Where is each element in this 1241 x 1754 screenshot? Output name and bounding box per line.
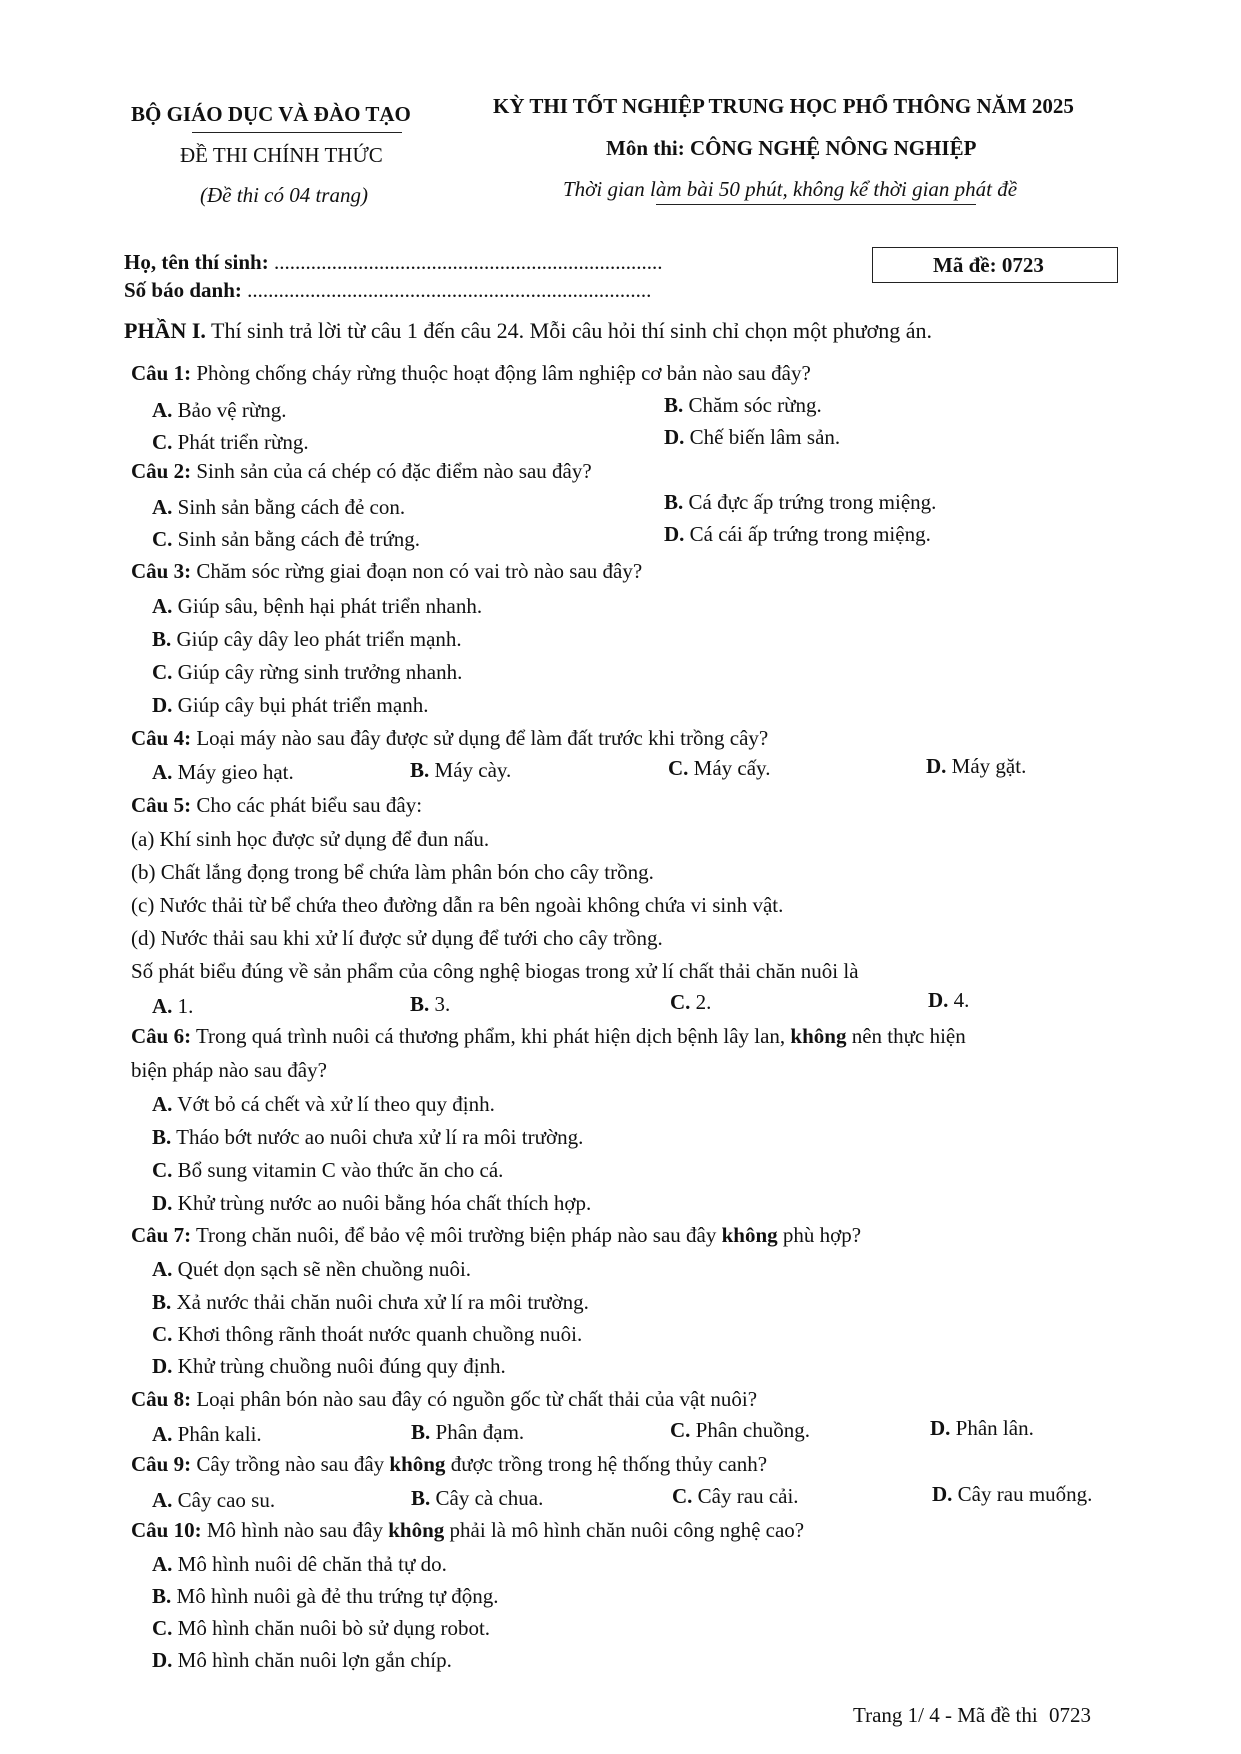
option-key: B. xyxy=(664,393,684,417)
exam-code xyxy=(933,255,1044,276)
question-4 xyxy=(131,728,768,749)
q3-option-b xyxy=(152,629,462,650)
q6-option-b xyxy=(152,1127,583,1148)
q5-statement-b: (b) Chất lắng đọng trong bể chứa làm phân bón cho cây trồng. xyxy=(131,860,654,884)
option-text: Máy gặt. xyxy=(951,754,1027,778)
option-key: D. xyxy=(926,754,947,778)
subject-label: Môn thi: xyxy=(606,136,685,160)
option-key: B. xyxy=(152,1584,172,1608)
question-text: Trong quá trình nuôi cá thương phẩm, khi phát hiện dịch bệnh lây lan, xyxy=(195,1024,786,1048)
q2-option-b xyxy=(664,492,936,513)
option-text: 4. xyxy=(953,988,970,1012)
option-key: C. xyxy=(670,990,691,1014)
question-label: Câu 8: xyxy=(131,1387,192,1411)
option-key: B. xyxy=(152,1125,172,1149)
option-key: D. xyxy=(930,1416,951,1440)
candidate-id-line xyxy=(124,280,651,301)
q1-option-c xyxy=(152,432,309,453)
pages-note: (Đề thi có 04 trang) xyxy=(200,183,368,207)
option-text: Phân kali. xyxy=(177,1422,262,1446)
q8-option-d xyxy=(930,1418,1034,1439)
option-text: Cây cao su. xyxy=(177,1488,276,1512)
option-text: 3. xyxy=(434,992,451,1016)
q6-option-a xyxy=(152,1094,495,1115)
exam-code-label: Mã đề: xyxy=(933,253,997,277)
option-text: Cây rau muống. xyxy=(957,1482,1093,1506)
exam-title: KỲ THI TỐT NGHIỆP TRUNG HỌC PHỔ THÔNG NĂM 2025 xyxy=(493,94,1074,118)
option-key: D. xyxy=(928,988,949,1012)
option-key: D. xyxy=(152,1354,173,1378)
option-text: Chăm sóc rừng. xyxy=(688,393,822,417)
question-6 xyxy=(131,1026,966,1047)
q5-statement-c: (c) Nước thải từ bể chứa theo đường dẫn ra bên ngoài không chứa vi sinh vật. xyxy=(131,893,784,917)
option-key: B. xyxy=(152,627,172,651)
q6-option-c xyxy=(152,1160,503,1181)
question-text: Trong chăn nuôi, để bảo vệ môi trường biện pháp nào sau đây xyxy=(195,1223,717,1247)
q5-option-b xyxy=(410,994,450,1015)
q2-option-c xyxy=(152,529,420,550)
q10-option-b xyxy=(152,1586,499,1607)
option-text: Mô hình nuôi dê chăn thả tự do. xyxy=(177,1552,447,1576)
option-text: Sinh sản bằng cách đẻ con. xyxy=(177,495,406,519)
option-key: A. xyxy=(152,1488,173,1512)
q9-option-b xyxy=(411,1488,543,1509)
option-key: C. xyxy=(152,1616,173,1640)
question-emphasis: không xyxy=(721,1223,778,1247)
exam-code-box xyxy=(872,247,1118,283)
option-key: A. xyxy=(152,760,173,784)
q5-stem: Số phát biểu đúng về sản phẩm của công nghệ biogas trong xử lí chất thải chăn nuôi là xyxy=(131,959,859,983)
option-text: Mô hình nuôi gà đẻ thu trứng tự động. xyxy=(176,1584,499,1608)
option-text: Vớt bỏ cá chết và xử lí theo quy định. xyxy=(177,1092,495,1116)
candidate-id-label: Số báo danh: xyxy=(124,278,242,302)
q8-option-b xyxy=(411,1422,524,1443)
option-text: Xả nước thải chăn nuôi chưa xử lí ra môi trường. xyxy=(176,1290,589,1314)
option-key: A. xyxy=(152,495,173,519)
option-text: Phân chuồng. xyxy=(695,1418,810,1442)
option-key: A. xyxy=(152,1552,173,1576)
option-key: A. xyxy=(152,994,173,1018)
question-label: Câu 10: xyxy=(131,1518,202,1542)
option-key: C. xyxy=(152,1322,173,1346)
subject-line xyxy=(606,138,976,159)
option-text: Cá cái ấp trứng trong miệng. xyxy=(689,522,931,546)
q3-option-d xyxy=(152,695,428,716)
subject-name: CÔNG NGHỆ NÔNG NGHIỆP xyxy=(690,136,977,160)
time-underline xyxy=(656,204,976,205)
q9-option-c xyxy=(672,1486,799,1507)
option-text: Phát triển rừng. xyxy=(177,430,309,454)
option-key: D. xyxy=(664,522,685,546)
question-text: Cây trồng nào sau đây xyxy=(196,1452,385,1476)
question-label: Câu 1: xyxy=(131,361,192,385)
option-key: C. xyxy=(668,756,689,780)
q3-option-a xyxy=(152,596,482,617)
q4-option-b xyxy=(410,760,511,781)
option-key: D. xyxy=(932,1482,953,1506)
footer-page-label: Trang 1/ 4 - Mã đề thi xyxy=(853,1703,1038,1727)
option-text: Tháo bớt nước ao nuôi chưa xử lí ra môi trường. xyxy=(176,1125,584,1149)
option-text: Khử trùng nước ao nuôi bằng hóa chất thích hợp. xyxy=(177,1191,592,1215)
q10-option-a xyxy=(152,1554,447,1575)
q4-option-a xyxy=(152,762,294,783)
q5-option-d xyxy=(928,990,969,1011)
q9-option-d xyxy=(932,1484,1092,1505)
q5-statement-d: (d) Nước thải sau khi xử lí được sử dụng để tưới cho cây trồng. xyxy=(131,926,663,950)
q7-option-c xyxy=(152,1324,582,1345)
question-text: Loại máy nào sau đây được sử dụng để làm đất trước khi trồng cây? xyxy=(196,726,769,750)
question-5 xyxy=(131,795,422,816)
q2-option-d xyxy=(664,524,931,545)
option-text: Phân lân. xyxy=(955,1416,1034,1440)
ministry-underline xyxy=(192,132,402,133)
question-9 xyxy=(131,1454,767,1475)
q1-option-a xyxy=(152,400,286,421)
question-2 xyxy=(131,461,592,482)
option-text: Máy gieo hạt. xyxy=(177,760,294,784)
question-text: Phòng chống cháy rừng thuộc hoạt động lâm nghiệp cơ bản nào sau đây? xyxy=(196,361,811,385)
question-8 xyxy=(131,1389,757,1410)
option-text: Giúp cây dây leo phát triển mạnh. xyxy=(176,627,462,651)
option-text: Mô hình chăn nuôi lợn gắn chíp. xyxy=(177,1648,452,1672)
part1-label: PHẦN I. xyxy=(124,318,206,343)
question-label: Câu 3: xyxy=(131,559,192,583)
part1-instruction xyxy=(124,320,932,342)
q7-option-a xyxy=(152,1259,471,1280)
q10-option-d xyxy=(152,1650,452,1671)
question-text: phù hợp? xyxy=(782,1223,862,1247)
option-text: Phân đạm. xyxy=(435,1420,525,1444)
question-text: Cho các phát biểu sau đây: xyxy=(196,793,423,817)
question-emphasis: không xyxy=(389,1452,446,1476)
option-text: Giúp cây rừng sinh trưởng nhanh. xyxy=(177,660,463,684)
q7-option-d xyxy=(152,1356,506,1377)
q10-option-c xyxy=(152,1618,490,1639)
question-text: nên thực hiện xyxy=(851,1024,966,1048)
option-text: Sinh sản bằng cách đẻ trứng. xyxy=(177,527,420,551)
option-text: Chế biến lâm sản. xyxy=(689,425,841,449)
q1-option-b xyxy=(664,395,822,416)
option-text: Mô hình chăn nuôi bò sử dụng robot. xyxy=(177,1616,491,1640)
official-label: ĐỀ THI CHÍNH THỨC xyxy=(180,143,383,167)
page-footer xyxy=(853,1705,1091,1726)
option-key: A. xyxy=(152,1257,173,1281)
option-key: A. xyxy=(152,398,173,422)
q6-option-d xyxy=(152,1193,591,1214)
q5-option-c xyxy=(670,992,711,1013)
question-emphasis: không xyxy=(790,1024,847,1048)
option-text: Quét dọn sạch sẽ nền chuồng nuôi. xyxy=(177,1257,472,1281)
q5-option-a xyxy=(152,996,193,1017)
question-7 xyxy=(131,1225,861,1246)
question-label: Câu 4: xyxy=(131,726,192,750)
q3-option-c xyxy=(152,662,462,683)
option-text: Cá đực ấp trứng trong miệng. xyxy=(688,490,937,514)
q1-option-d xyxy=(664,427,840,448)
option-text: Máy cày. xyxy=(434,758,512,782)
option-key: C. xyxy=(152,1158,173,1182)
option-key: D. xyxy=(152,1648,173,1672)
footer-code: 0723 xyxy=(1048,1703,1091,1727)
option-key: B. xyxy=(152,1290,172,1314)
option-text: 2. xyxy=(695,990,712,1014)
question-text: Loại phân bón nào sau đây có nguồn gốc từ chất thải của vật nuôi? xyxy=(196,1387,758,1411)
question-label: Câu 7: xyxy=(131,1223,192,1247)
candidate-name-dots: .......................................................................... xyxy=(273,250,663,274)
option-key: A. xyxy=(152,1092,173,1116)
question-emphasis: không xyxy=(388,1518,445,1542)
exam-code-value: 0723 xyxy=(1001,253,1044,277)
question-3 xyxy=(131,561,642,582)
option-key: B. xyxy=(664,490,684,514)
option-key: B. xyxy=(411,1486,431,1510)
option-key: B. xyxy=(410,992,430,1016)
option-text: Khơi thông rãnh thoát nước quanh chuồng nuôi. xyxy=(177,1322,583,1346)
option-text: Bổ sung vitamin C vào thức ăn cho cá. xyxy=(177,1158,504,1182)
question-6-line2: biện pháp nào sau đây? xyxy=(131,1058,327,1082)
question-label: Câu 6: xyxy=(131,1024,192,1048)
q4-option-d xyxy=(926,756,1026,777)
option-key: B. xyxy=(411,1420,431,1444)
question-label: Câu 5: xyxy=(131,793,192,817)
candidate-name-label: Họ, tên thí sinh: xyxy=(124,250,269,274)
option-text: Giúp sâu, bệnh hại phát triển nhanh. xyxy=(177,594,483,618)
option-text: Giúp cây bụi phát triển mạnh. xyxy=(177,693,429,717)
option-key: D. xyxy=(664,425,685,449)
part1-text: Thí sinh trả lời từ câu 1 đến câu 24. Mỗi câu hỏi thí sinh chỉ chọn một phương án. xyxy=(211,318,933,343)
question-text: Sinh sản của cá chép có đặc điểm nào sau đây? xyxy=(196,459,592,483)
question-text: Chăm sóc rừng giai đoạn non có vai trò nào sau đây? xyxy=(196,559,643,583)
option-key: D. xyxy=(152,1191,173,1215)
option-key: A. xyxy=(152,1422,173,1446)
q2-option-a xyxy=(152,497,405,518)
option-key: D. xyxy=(152,693,173,717)
option-key: C. xyxy=(152,527,173,551)
q7-option-b xyxy=(152,1292,589,1313)
time-note: Thời gian làm bài 50 phút, không kể thời gian phát đề xyxy=(563,177,1018,201)
question-label: Câu 2: xyxy=(131,459,192,483)
q9-option-a xyxy=(152,1490,275,1511)
option-key: B. xyxy=(410,758,430,782)
option-text: Bảo vệ rừng. xyxy=(177,398,287,422)
option-text: Cây cà chua. xyxy=(435,1486,544,1510)
option-text: 1. xyxy=(177,994,194,1018)
q8-option-c xyxy=(670,1420,810,1441)
option-key: C. xyxy=(670,1418,691,1442)
option-key: C. xyxy=(152,430,173,454)
ministry-name: BỘ GIÁO DỤC VÀ ĐÀO TẠO xyxy=(131,102,411,126)
option-text: Khử trùng chuồng nuôi đúng quy định. xyxy=(177,1354,506,1378)
question-10 xyxy=(131,1520,804,1541)
q8-option-a xyxy=(152,1424,262,1445)
question-label: Câu 9: xyxy=(131,1452,192,1476)
question-text: được trồng trong hệ thống thủy canh? xyxy=(450,1452,768,1476)
question-text: phải là mô hình chăn nuôi công nghệ cao? xyxy=(449,1518,805,1542)
option-key: A. xyxy=(152,594,173,618)
option-text: Cây rau cải. xyxy=(697,1484,799,1508)
q5-statement-a: (a) Khí sinh học được sử dụng để đun nấu. xyxy=(131,827,490,851)
candidate-id-dots: ............................................................................. xyxy=(247,278,652,302)
option-text: Máy cấy. xyxy=(693,756,771,780)
option-key: C. xyxy=(152,660,173,684)
option-key: C. xyxy=(672,1484,693,1508)
q4-option-c xyxy=(668,758,770,779)
candidate-name-line xyxy=(124,252,662,273)
question-1 xyxy=(131,363,811,384)
question-text: Mô hình nào sau đây xyxy=(206,1518,383,1542)
